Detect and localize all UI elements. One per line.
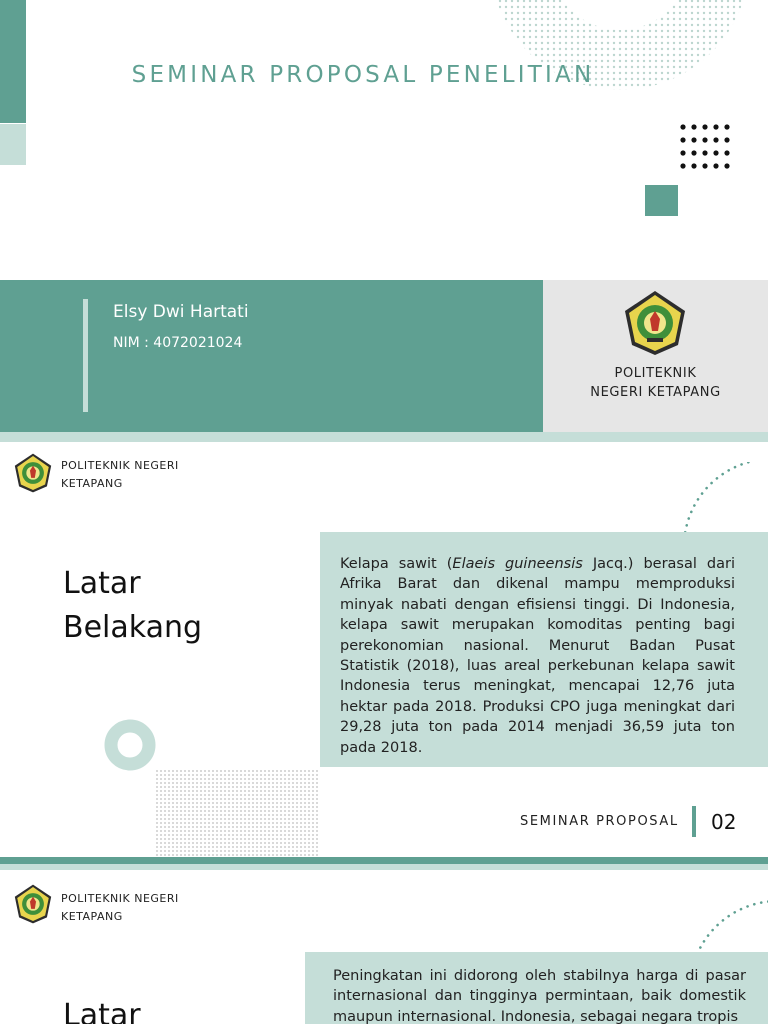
page-number: 02 — [711, 810, 737, 834]
header-institution-line1: POLITEKNIK NEGERI — [61, 892, 179, 905]
header-institution — [61, 890, 179, 926]
dot-pattern-decoration — [155, 769, 320, 857]
institution-logo-icon — [622, 289, 688, 357]
author-nim: NIM : 4072021024 — [113, 335, 243, 351]
slide-separator-dark — [0, 857, 768, 864]
institution-name — [543, 364, 768, 402]
slide-latar-belakang-continued — [0, 870, 768, 1024]
slide-heading — [63, 562, 202, 650]
author-band — [0, 280, 543, 432]
footer-label: SEMINAR PROPOSAL — [520, 814, 679, 829]
black-dot-grid-decoration — [678, 122, 738, 180]
scientific-name: Elaeis guineensis — [452, 556, 583, 572]
footer-divider — [692, 806, 696, 837]
content-paragraph — [340, 554, 735, 758]
slide-divider — [0, 432, 768, 442]
header-institution-line2: KETAPANG — [61, 910, 123, 923]
paragraph-part-2: Jacq.) berasal dari Afrika Barat dan dikenal mampu memproduksi minyak nabati dengan efisiensi tinggi. Di Indonesia, kelapa sawit merupakan komoditas penting bagi perekonomian nasional. Menurut Badan Pusat Statistik (2018), luas areal perkebunan kelapa sawit Indonesia terus meningkat, mencapai 12,76 juta hektar pada 2018. Produksi CPO juga meningkat dari 29,28 juta ton pada 2014 menjadi 36,59 juta ton pada 2018. — [340, 556, 735, 756]
author-divider-line — [83, 299, 88, 412]
author-name: Elsy Dwi Hartati — [113, 302, 249, 322]
header-logo-icon — [13, 883, 53, 925]
slide-heading-line1: Latar — [63, 998, 141, 1024]
header-logo-icon — [13, 452, 53, 494]
institution-name-line1: POLITEKNIK — [614, 366, 697, 381]
accent-bar-light — [0, 124, 26, 165]
ring-decoration — [104, 719, 156, 771]
presentation-title: SEMINAR PROPOSAL PENELITIAN — [131, 62, 595, 88]
slide-heading-line2: Belakang — [63, 610, 203, 645]
accent-square — [645, 185, 678, 216]
slide-latar-belakang — [0, 442, 768, 857]
header-institution-line1: POLITEKNIK NEGERI — [61, 459, 179, 472]
paragraph-part-1: Kelapa sawit ( — [340, 556, 453, 572]
header-institution — [61, 457, 179, 493]
content-paragraph: Peningkatan ini didorong oleh stabilnya harga di pasar internasional dan tingginya permintaan, baik domestik maupun internasional. Indonesia, sebagai negara tropis — [333, 968, 746, 1024]
header-institution-line2: KETAPANG — [61, 477, 123, 490]
slide-title — [0, 0, 768, 442]
institution-name-line2: NEGERI KETAPANG — [590, 385, 721, 400]
slide-heading-line1: Latar — [63, 566, 141, 601]
